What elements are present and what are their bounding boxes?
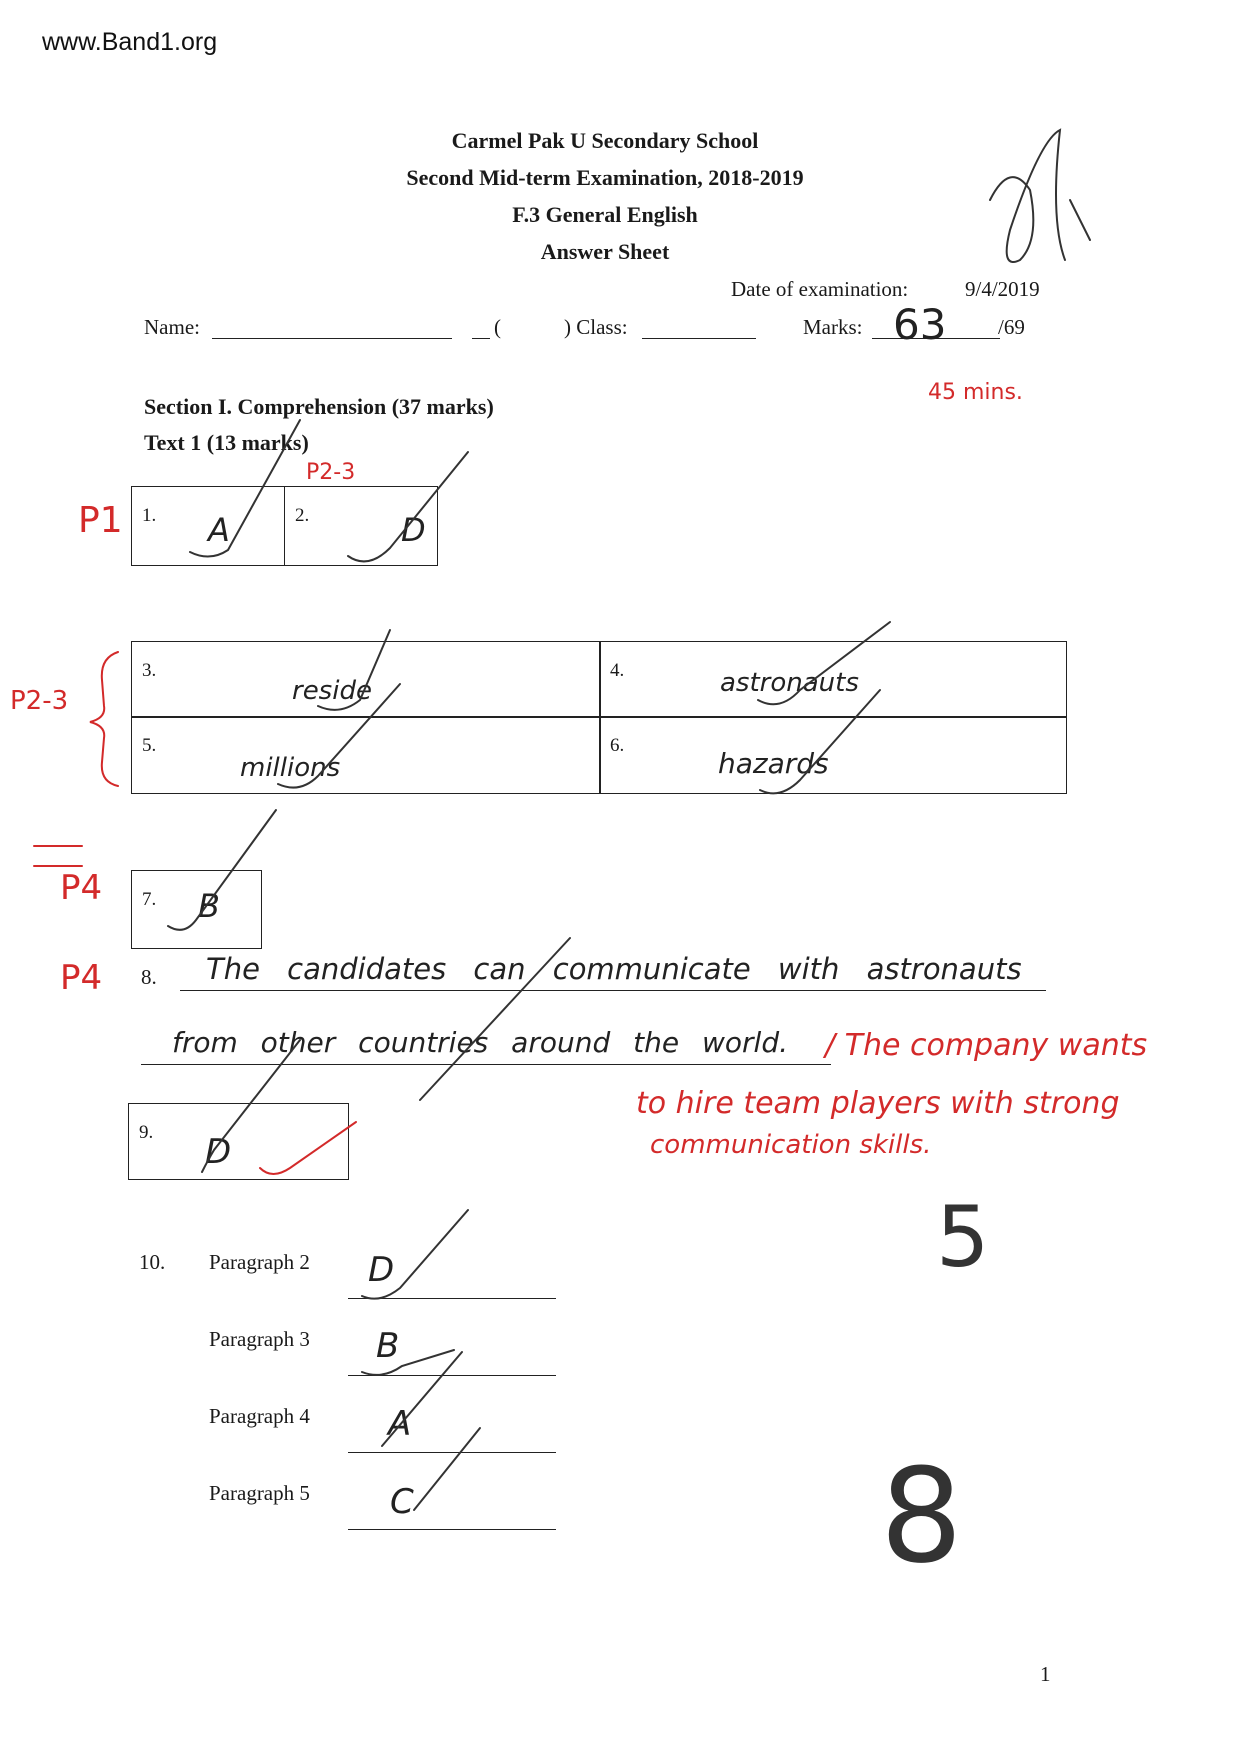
q5-number: 5. (142, 735, 157, 756)
class-label: ) Class: (564, 315, 628, 339)
q3-answer: reside (292, 676, 372, 706)
date-label: Date of examination: (731, 277, 909, 301)
q8-answer-line-1: The candidates can communicate with astronauts (206, 952, 1022, 986)
q3-number: 3. (142, 660, 157, 681)
p4-double-bar (34, 846, 82, 866)
text-title: Text 1 (13 marks) (144, 430, 309, 455)
time-note: 45 mins. (928, 380, 1023, 405)
q2-number: 2. (295, 505, 310, 526)
q9-number: 9. (139, 1122, 154, 1143)
q7-answer: B (198, 887, 220, 925)
q9-tick-black (202, 1040, 300, 1172)
q10-paragraph-4-label: Paragraph 4 (209, 1404, 310, 1428)
subject-title: F.3 General English (512, 202, 698, 227)
page-number: 1 (1040, 1662, 1051, 1686)
q4-answer: astronauts (720, 668, 859, 698)
q10-p3-tick (362, 1350, 454, 1375)
margin-note-p4-a: P4 (60, 868, 103, 908)
q1-tick (190, 420, 300, 557)
q10-p5-tick (414, 1428, 480, 1510)
sheet-title: Answer Sheet (540, 239, 670, 264)
q8-slash (420, 938, 570, 1100)
q8-number: 8. (141, 965, 157, 989)
school-name: Carmel Pak U Secondary School (451, 128, 759, 153)
exam-title: Second Mid-term Examination, 2018-2019 (406, 165, 804, 190)
q10-paragraph-3-answer: B (376, 1326, 400, 1366)
margin-note-p4-b: P4 (60, 958, 103, 998)
section-title: Section I. Comprehension (37 marks) (144, 394, 494, 419)
index-paren-open: ( (494, 315, 501, 339)
q10-paragraph-2-answer: D (368, 1250, 395, 1290)
marks-score-handwritten: 63 (893, 300, 947, 349)
q7-tick (168, 810, 276, 930)
q2-answer: D (401, 511, 426, 549)
marks-label: Marks: (803, 315, 863, 339)
q8-teacher-note-1: / The company wants (825, 1028, 1148, 1063)
marks-total: /69 (998, 315, 1025, 339)
date-value: 9/4/2019 (965, 277, 1040, 301)
q10-p2-tick (362, 1210, 468, 1299)
q8-teacher-note-3: communication skills. (650, 1130, 932, 1160)
q10-paragraph-5-label: Paragraph 5 (209, 1481, 310, 1505)
q6-number: 6. (610, 735, 625, 756)
q5-answer: millions (240, 753, 341, 783)
q10-paragraph-5-answer: C (390, 1482, 414, 1522)
watermark-text: www.Band1.org (42, 28, 218, 56)
q8-teacher-note-2: to hire team players with strong (636, 1086, 1120, 1121)
q6-answer: hazards (718, 747, 829, 780)
q6-tick (760, 690, 880, 793)
q10-paragraph-3-label: Paragraph 3 (209, 1327, 310, 1351)
margin-note-p1: P1 (78, 500, 123, 541)
q1-answer: A (208, 511, 230, 549)
q4-number: 4. (610, 660, 625, 681)
q5-tick (278, 684, 400, 788)
name-label: Name: (144, 315, 200, 339)
q10-paragraph-2-label: Paragraph 2 (209, 1250, 310, 1274)
q3-tick (318, 630, 390, 710)
q4-tick (758, 622, 890, 704)
q10-number: 10. (139, 1250, 166, 1274)
q7-number: 7. (142, 889, 157, 910)
q1-number: 1. (142, 505, 157, 526)
p23-brace (90, 652, 118, 786)
q8-answer-line-2: from other countries around the world. (172, 1026, 788, 1059)
q10-p4-tick (382, 1352, 462, 1446)
handwritten-total: 8 (880, 1440, 963, 1592)
q9-tick-red (260, 1122, 356, 1174)
q9-answer: D (205, 1132, 232, 1172)
examiner-signature (990, 130, 1090, 262)
margin-note-p23-top: P2-3 (306, 460, 356, 485)
q2-tick (348, 452, 468, 561)
handwritten-subscore: 5 (936, 1188, 990, 1286)
margin-note-p23-side: P2-3 (10, 686, 69, 716)
q10-paragraph-4-answer: A (388, 1404, 412, 1444)
